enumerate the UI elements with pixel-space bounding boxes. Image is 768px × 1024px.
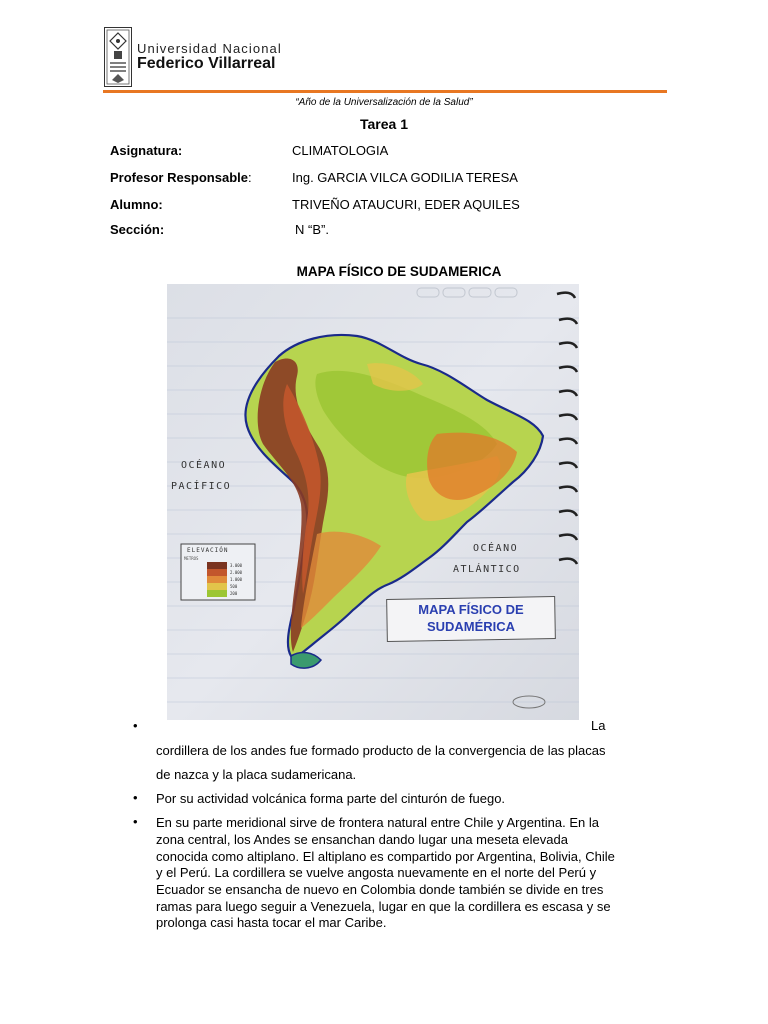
pacific-ocean-label-2: PACÍFICO — [171, 481, 232, 492]
subject-label: Asignatura: — [110, 143, 183, 158]
bullet-marker-1: • — [133, 718, 138, 733]
university-name-line1: Universidad Nacional — [137, 41, 282, 56]
legend-title: ELEVACIÓN — [187, 547, 229, 554]
bullet-marker-3: • — [133, 814, 138, 829]
map-title-card — [387, 597, 556, 642]
atlantic-ocean-label-2: ATLÁNTICO — [453, 564, 521, 575]
bullet-1-line-3: de nazca y la placa sudamericana. — [156, 767, 357, 782]
subject-value: CLIMATOLOGIA — [292, 143, 389, 158]
bullet-3-line-3: conocida como altiplano. El altiplano es compartido por Argentina, Bolivia, Chile — [156, 849, 615, 864]
legend-value-1: 3.000 — [230, 563, 243, 568]
professor-label-colon: : — [248, 170, 252, 185]
atlantic-ocean-label-1: OCÉANO — [473, 543, 519, 554]
bullet-3-line-6: ramas para luego seguir a Venezuela, lugar en que la cordillera es escasa y se — [156, 899, 611, 914]
task-title: Tarea 1 — [360, 116, 408, 132]
bullet-3-line-4: y el Perú. La cordillera se vuelve angosta nuevamente en el norte del Perú y — [156, 865, 597, 880]
title-card-line2: SUDAMÉRICA — [426, 619, 516, 634]
bullet-2-text: Por su actividad volcánica forma parte del cinturón de fuego. — [156, 791, 506, 806]
student-label: Alumno: — [110, 197, 163, 212]
professor-label-text: Profesor Responsable — [110, 170, 248, 185]
bullet-3-line-1: En su parte meridional sirve de frontera natural entre Chile y Argentina. En la — [156, 815, 599, 830]
bullet-1-line-2: cordillera de los andes fue formado producto de la convergencia de las placas — [156, 743, 606, 758]
section-value: N “B”. — [295, 222, 329, 237]
bullet-3-line-2: zona central, los Andes se ensanchan dando lugar una meseta elevada — [156, 832, 568, 847]
bullet-marker-2: • — [133, 790, 138, 805]
university-crest-icon — [104, 27, 132, 87]
bullet-3-line-7: prolonga casi hasta tocar el mar Caribe. — [156, 915, 387, 930]
legend-value-4: 500 — [230, 584, 238, 589]
header-divider — [103, 90, 667, 93]
elevation-legend — [181, 544, 255, 600]
student-value: TRIVEÑO ATAUCURI, EDER AQUILES — [292, 197, 520, 212]
map-photo — [167, 284, 579, 720]
map-photo-drawing — [167, 284, 579, 720]
year-motto: “Año de la Universalización de la Salud” — [295, 97, 473, 108]
university-name-line2: Federico Villarreal — [137, 55, 276, 72]
title-card-line1: MAPA FÍSICO DE — [418, 602, 524, 617]
bullet-1-first-word: La — [591, 718, 606, 733]
section-label: Sección: — [110, 222, 165, 237]
legend-value-5: 200 — [230, 591, 238, 596]
legend-value-3: 1.000 — [230, 577, 243, 582]
professor-label — [110, 170, 252, 185]
professor-value: Ing. GARCIA VILCA GODILIA TERESA — [292, 170, 518, 185]
bullet-3-line-5: Ecuador se ensancha de nuevo en Colombia donde también se divide en tres — [156, 882, 604, 897]
pacific-ocean-label-1: OCÉANO — [181, 460, 227, 471]
map-section-title: MAPA FÍSICO DE SUDAMERICA — [296, 264, 502, 279]
legend-value-2: 2.000 — [230, 570, 243, 575]
legend-unit: METROS — [184, 556, 199, 561]
